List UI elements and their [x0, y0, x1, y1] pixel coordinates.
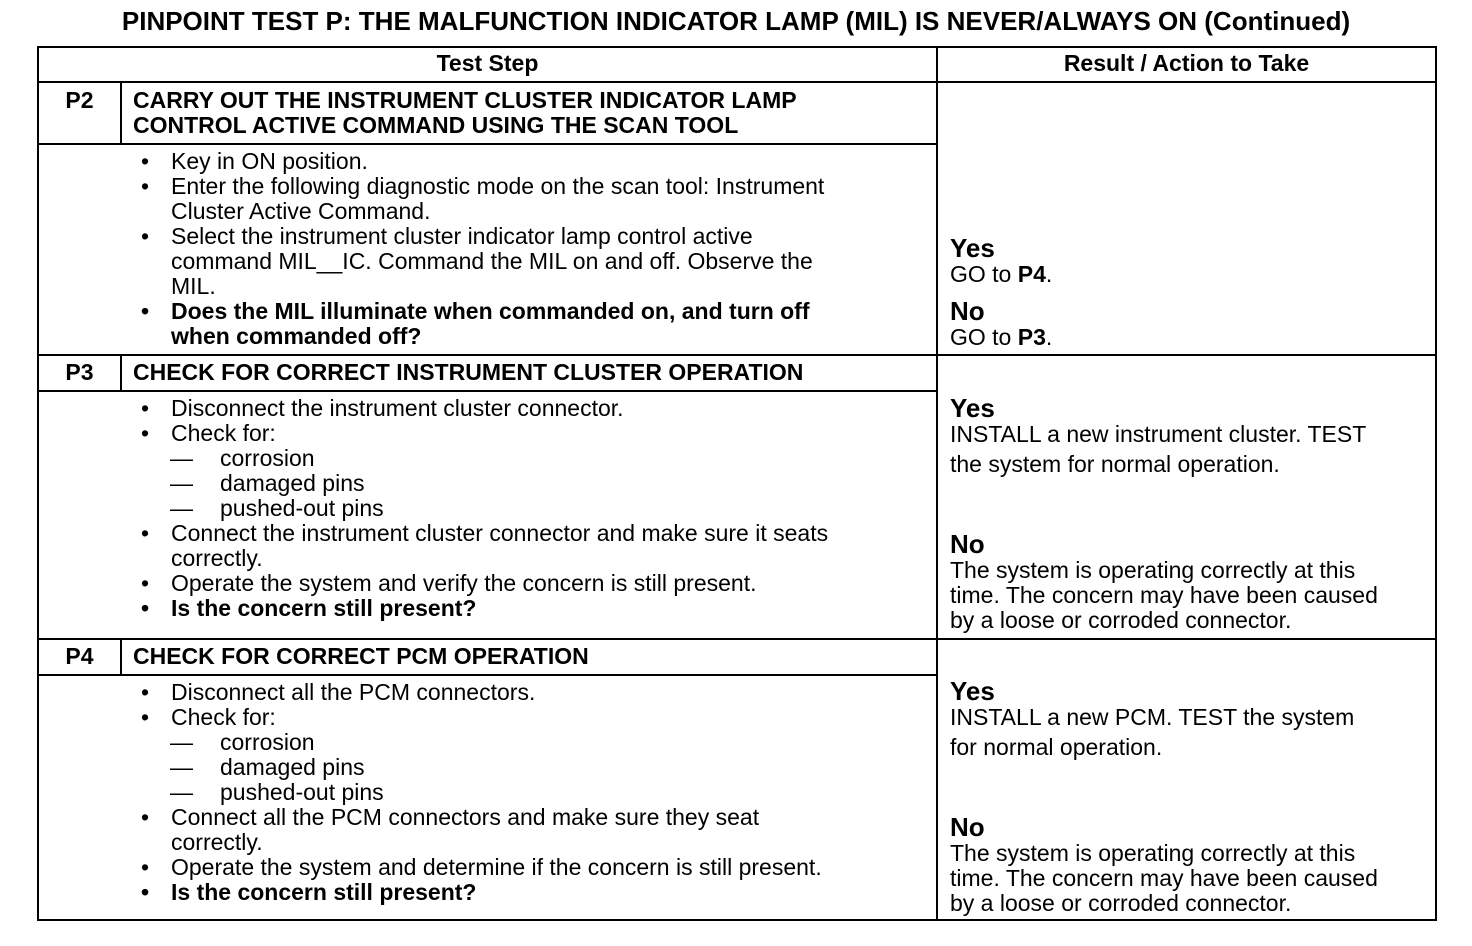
list-item-cont: correctly. — [171, 829, 263, 855]
list-item-cont: correctly. — [171, 545, 263, 571]
list-item: • Key in ON position. — [140, 148, 368, 174]
list-item: • Check for: — [140, 420, 276, 446]
p2-steps — [135, 149, 824, 349]
list-subitem: — damaged pins — [170, 470, 365, 496]
list-item: • Operate the system and verify the concern is still present. — [140, 570, 757, 596]
p2-yes-label: Yes — [950, 233, 995, 263]
list-item-cont: MIL. — [171, 273, 216, 299]
list-item: • Connect the instrument cluster connector and make sure it seats — [140, 520, 829, 546]
p4-result-no: No The system is operating correctly at this time. The concern may have been caused by a loose or corroded connector. — [950, 812, 1378, 916]
p2-heading: CARRY OUT THE INSTRUMENT CLUSTER INDICATOR LAMP CONTROL ACTIVE COMMAND USING THE SCAN TOOL — [133, 87, 797, 138]
p3-heading: CHECK FOR CORRECT INSTRUMENT CLUSTER OPERATION — [133, 359, 804, 385]
p2-result — [950, 234, 1052, 350]
list-subitem: — pushed-out pins — [170, 495, 384, 521]
p4-steps — [135, 680, 822, 905]
header-test-step: Test Step — [436, 50, 539, 76]
p2-p3-divider — [37, 354, 1437, 356]
p3-step-id: P3 — [65, 359, 94, 385]
p3-no-label: No — [950, 529, 985, 559]
list-item-cont: Cluster Active Command. — [171, 198, 431, 224]
p4-heading-divider — [37, 674, 937, 676]
p4-step-id: P4 — [65, 643, 94, 669]
list-item-cont: command MIL__IC. Command the MIL on and off. Observe the — [171, 248, 813, 274]
list-subitem: — damaged pins — [170, 754, 365, 780]
p2-heading-divider — [37, 143, 937, 145]
p3-result-yes: Yes INSTALL a new instrument cluster. TEST the system for normal operation. — [950, 393, 1367, 477]
p2-id-divider — [120, 81, 122, 143]
p2-no-label: No — [950, 296, 985, 326]
list-item-question: • Is the concern still present? — [140, 595, 477, 621]
list-item: • Operate the system and determine if the concern is still present. — [140, 854, 822, 880]
p4-id-divider — [120, 638, 122, 675]
list-item-question: • Does the MIL illuminate when commanded on, and turn off — [140, 298, 810, 324]
p2-yes-action: GO to P4. — [950, 261, 1053, 287]
list-subitem: — corrosion — [170, 445, 315, 471]
p3-id-divider — [120, 354, 122, 391]
p3-result-no: No The system is operating correctly at this time. The concern may have been caused by a loose or corroded connector. — [950, 529, 1378, 633]
page-title: PINPOINT TEST P: THE MALFUNCTION INDICATOR LAMP (MIL) IS NEVER/ALWAYS ON (Continued) — [121, 6, 1351, 36]
list-item-question: • Is the concern still present? — [140, 879, 477, 905]
header-result: Result / Action to Take — [1063, 50, 1310, 76]
list-item: • Connect all the PCM connectors and make sure they seat — [140, 804, 760, 830]
p3-heading-divider — [37, 390, 937, 392]
p4-no-label: No — [950, 812, 985, 842]
p2-step-id: P2 — [65, 87, 94, 113]
p3-steps — [135, 396, 828, 621]
p3-yes-label: Yes — [950, 393, 995, 423]
p4-heading: CHECK FOR CORRECT PCM OPERATION — [133, 643, 589, 669]
p4-yes-label: Yes — [950, 676, 995, 706]
list-item: • Select the instrument cluster indicator lamp control active — [140, 223, 753, 249]
list-item: • Disconnect the instrument cluster connector. — [140, 395, 624, 421]
list-item: • Check for: — [140, 704, 276, 730]
list-item-question-cont: when commanded off? — [171, 323, 422, 349]
p3-p4-divider — [37, 638, 1437, 640]
column-divider — [936, 46, 938, 921]
header-divider — [37, 81, 1437, 83]
list-item: • Enter the following diagnostic mode on the scan tool: Instrument — [140, 173, 825, 199]
list-item: • Disconnect all the PCM connectors. — [140, 679, 536, 705]
p2-no-action: GO to P3. — [950, 324, 1053, 350]
p4-result-yes: Yes INSTALL a new PCM. TEST the system for normal operation. — [950, 676, 1355, 760]
list-subitem: — pushed-out pins — [170, 779, 384, 805]
list-subitem: — corrosion — [170, 729, 315, 755]
